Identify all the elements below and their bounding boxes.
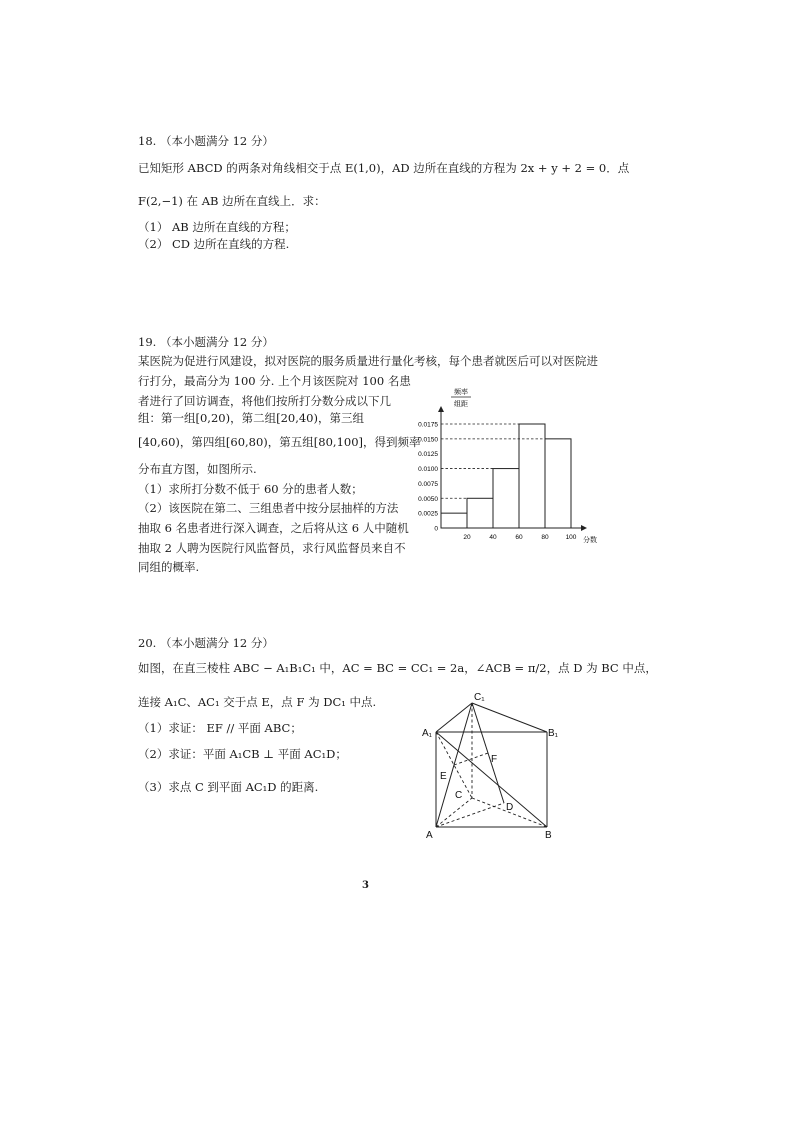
y-tick-label: 0.0100 <box>418 466 438 474</box>
page-number: 3 <box>362 880 369 891</box>
prism-figure <box>418 686 568 846</box>
frequency-histogram <box>405 382 605 552</box>
q20-part3: （3）求点 C 到平面 AC₁D 的距离. <box>138 780 319 794</box>
line-C1-D <box>472 703 504 803</box>
q19-part1: （1）求所打分数不低于 60 分的患者人数； <box>138 482 363 496</box>
hidden-edge-A-C <box>436 798 472 827</box>
label-C: C <box>455 790 463 801</box>
x-tick-label: 40 <box>489 534 497 541</box>
q20-line1: 如图，在直三棱柱 ABC − A₁B₁C₁ 中，AC = BC = CC₁ = 2a，∠ACB = π/2，点 D 为 BC 中点， <box>138 661 657 675</box>
q18-line2: F(2,−1) 在 AB 边所在直线上．求： <box>138 194 326 208</box>
q19-part2-line4: 同组的概率. <box>138 560 200 574</box>
histogram-ylabel-bottom: 组距 <box>454 401 468 408</box>
q18-part2: （2） CD 边所在直线的方程. <box>138 237 290 251</box>
histogram-y-arrow <box>438 406 444 412</box>
x-tick-label: 60 <box>515 534 523 541</box>
y-tick-label: 0.0125 <box>418 451 438 459</box>
q18-part1: （1） AB 边所在直线的方程； <box>138 220 296 234</box>
q19-line2: 行打分，最高分为 100 分. 上个月该医院对 100 名患 <box>138 374 411 388</box>
q20-header: 20. （本小题满分 12 分） <box>138 636 274 650</box>
q20-part2: （2）求证：平面 A₁CB ⊥ 平面 AC₁D； <box>138 747 347 761</box>
y-tick-label: 0.0175 <box>418 421 438 429</box>
q19-header: 19. （本小题满分 12 分） <box>138 335 274 349</box>
histogram-xlabel: 分数 <box>583 537 597 544</box>
hidden-line-E-F <box>454 753 488 765</box>
q19-part2-line2: 抽取 6 名患者进行深入调查，之后将从这 6 人中随机 <box>138 521 409 535</box>
q18-line1: 已知矩形 ABCD 的两条对角线相交于点 E(1,0)，AD 边所在直线的方程为 2x + y + 2 = 0．点 <box>138 161 630 175</box>
label-C1: C₁ <box>474 692 485 703</box>
histogram-bar <box>493 469 519 528</box>
edge-C1-B1 <box>472 703 547 732</box>
histogram-x-arrow <box>581 525 587 531</box>
histogram-bar <box>545 439 571 528</box>
label-A: A <box>426 830 433 841</box>
y-tick-label: 0.0075 <box>418 480 438 488</box>
label-B: B <box>545 830 552 841</box>
y-tick-label: 0.0025 <box>418 510 438 518</box>
q19-line5: [40,60)，第四组[60,80)，第五组[80,100]，得到频率 <box>138 435 421 449</box>
line-A1-B <box>436 732 547 827</box>
q20-part1: （1）求证： EF // 平面 ABC； <box>138 721 302 735</box>
histogram-ylabel-top: 频率 <box>454 389 468 396</box>
q18-header: 18. （本小题满分 12 分） <box>138 134 274 148</box>
label-B1: B₁ <box>548 728 559 739</box>
q19-line1: 某医院为促进行风建设，拟对医院的服务质量进行量化考核，每个患者就医后可以对医院进 <box>138 354 598 368</box>
q19-part2-line1: （2）该医院在第二、三组患者中按分层抽样的方法 <box>138 501 399 515</box>
q19-line4: 组：第一组[0,20)，第二组[20,40)，第三组 <box>138 411 364 425</box>
edge-A1-C1 <box>436 703 472 732</box>
hidden-line-A-D <box>436 803 504 827</box>
q19-line6: 分布直方图，如图所示. <box>138 462 257 476</box>
label-A1: A₁ <box>422 728 433 739</box>
histogram-bar <box>519 424 545 528</box>
histogram-bar <box>467 498 493 528</box>
x-tick-label: 20 <box>463 534 471 541</box>
q19-line3: 者进行了回访调查，将他们按所打分数分成以下几 <box>138 394 391 408</box>
x-tick-label: 80 <box>541 534 549 541</box>
label-E: E <box>440 771 447 782</box>
label-D: D <box>506 802 514 813</box>
y-tick-label: 0.0150 <box>418 436 438 444</box>
x-tick-label: 100 <box>565 534 577 541</box>
q20-line2: 连接 A₁C、AC₁ 交于点 E，点 F 为 DC₁ 中点. <box>138 695 377 709</box>
histogram-bar <box>441 513 467 528</box>
y-tick-label: 0 <box>434 525 438 533</box>
y-tick-label: 0.0050 <box>418 495 438 503</box>
label-F: F <box>491 754 498 765</box>
q19-part2-line3: 抽取 2 人聘为医院行风监督员，求行风监督员来自不 <box>138 541 406 555</box>
